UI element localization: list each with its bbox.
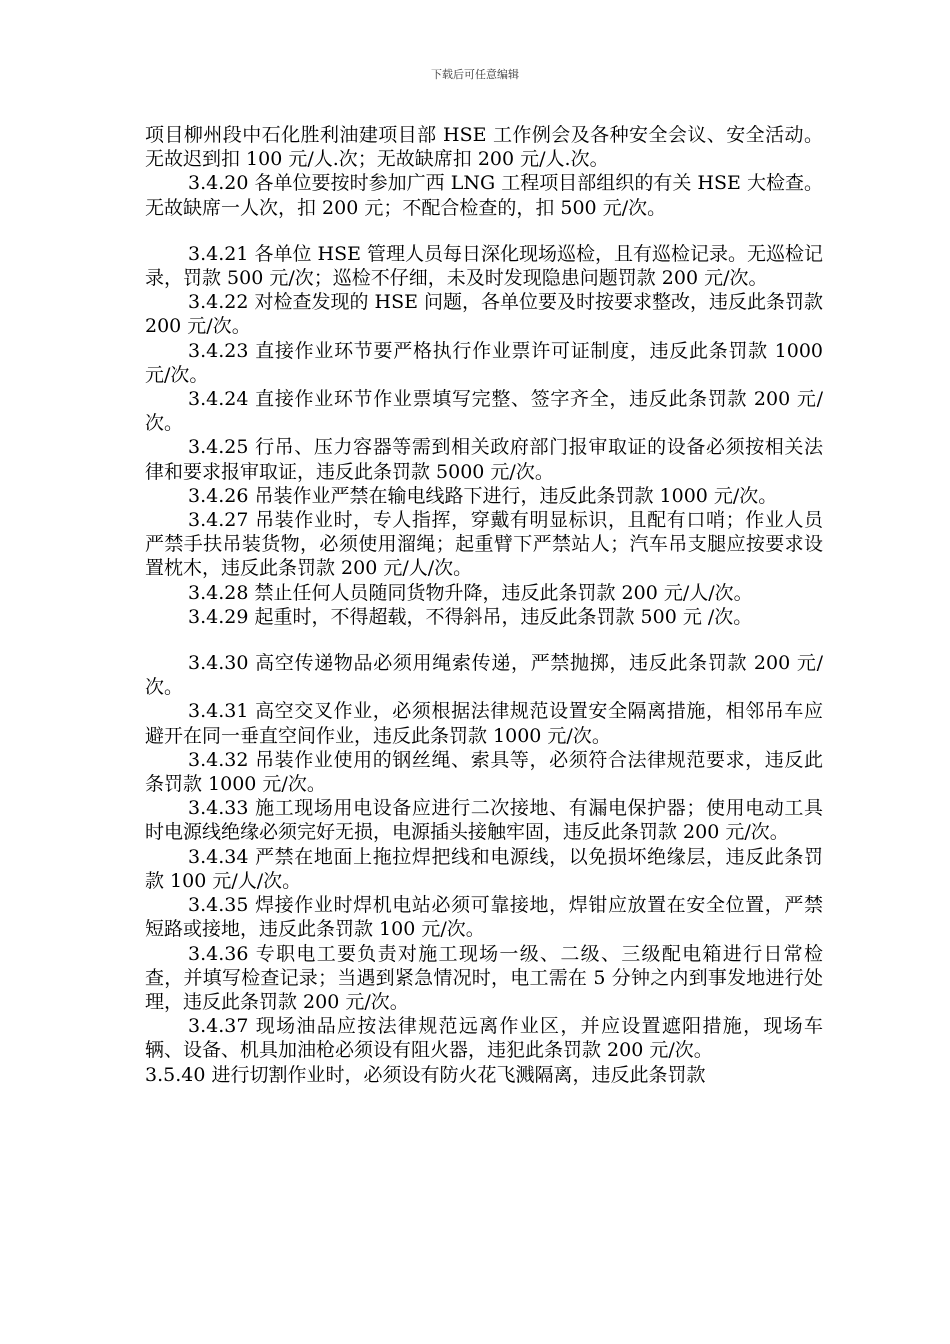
paragraph-3-4-29: 3.4.29 起重时，不得超载，不得斜吊，违反此条罚款 500 元 /次。 [188, 605, 753, 628]
blank-line [145, 220, 823, 242]
document-body [145, 123, 823, 1087]
paragraph-3-4-30: 3.4.30 高空传递物品必须用绳索传递，严禁抛掷，违反此条罚款 200 元/次。 [145, 652, 823, 699]
paragraph-3-4-27: 3.4.27 吊装作业时，专人指挥，穿戴有明显标识，且配有口哨；作业人员严禁手扶吊装货物，必须使用溜绳；起重臂下严禁站人；汽车吊支腿应按要求设置枕木，违反此条罚款 200 元/人/次。 [145, 509, 823, 580]
paragraph-3-4-32: 3.4.32 吊装作业使用的钢丝绳、索具等，必须符合法律规范要求，违反此条罚款 1000 元/次。 [145, 748, 823, 796]
paragraph-3-4-34: 3.4.34 严禁在地面上拖拉焊把线和电源线，以免损坏绝缘层，违反此条罚款 100 元/人/次。 [145, 845, 823, 892]
paragraph-3-5-40: 3.5.40 进行切割作业时，必须设有防火花飞溅隔离，违反此条罚款 [145, 1063, 706, 1086]
paragraph-3-4-20: 3.4.20 各单位要按时参加广西 LNG 工程项目部组织的有关 HSE 大检查。无故缺席一人次，扣 200 元；不配合检查的，扣 500 元/次。 [145, 172, 823, 219]
blank-line [145, 629, 823, 651]
paragraph-3-4-31: 3.4.31 高空交叉作业，必须根据法律规范设置安全隔离措施，相邻吊车应避开在同一垂直空间作业，违反此条罚款 1000 元/次。 [145, 700, 823, 747]
paragraph-3-4-24: 3.4.24 直接作业环节作业票填写完整、签字齐全，违反此条罚款 200 元/次。 [145, 388, 823, 435]
page-header: 下载后可任意编辑 [431, 68, 519, 81]
paragraph-3-4-22: 3.4.22 对检查发现的 HSE 问题，各单位要及时按要求整改，违反此条罚款 200 元/次。 [145, 291, 824, 338]
paragraph-3-4-28: 3.4.28 禁止任何人员随同货物升降，违反此条罚款 200 元/人/次。 [188, 581, 753, 604]
paragraph-3-4-37: 3.4.37 现场油品应按法律规范远离作业区，并应设置遮阳措施，现场车辆、设备、机具加油枪必须设有阻火器，违犯此条罚款 200 元/次。 [145, 1015, 823, 1062]
paragraph-3-4-23: 3.4.23 直接作业环节要严格执行作业票许可证制度，违反此条罚款 1000 元/次。 [145, 339, 823, 386]
paragraph-3-4-21: 3.4.21 各单位 HSE 管理人员每日深化现场巡检，且有巡检记录。无巡检记录，罚款 500 元/次；巡检不仔细，未及时发现隐患问题罚款 200 元/次。 [145, 242, 824, 290]
paragraph-3-4-33: 3.4.33 施工现场用电设备应进行二次接地、有漏电保护器；使用电动工具时电源线绝缘必须完好无损，电源插头接触牢固，违反此条罚款 200 元/次。 [145, 797, 823, 844]
paragraph-3-4-25: 3.4.25 行吊、压力容器等需到相关政府部门报审取证的设备必须按相关法律和要求报审取证，违反此条罚款 5000 元/次。 [145, 436, 823, 483]
paragraph-continuation: 项目柳州段中石化胜利油建项目部 HSE 工作例会及各种安全会议、安全活动。无故迟到扣 100 元/人.次；无故缺席扣 200 元/人.次。 [145, 124, 823, 171]
paragraph-3-4-36: 3.4.36 专职电工要负责对施工现场一级、二级、三级配电箱进行日常检查，并填写检查记录；当遇到紧急情况时，电工需在 5 分钟之内到事发地进行处理，违反此条罚款 200 元/次。 [145, 942, 823, 1013]
paragraph-3-4-35: 3.4.35 焊接作业时焊机电站必须可靠接地，焊钳应放置在安全位置，严禁短路或接地，违反此条罚款 100 元/次。 [145, 894, 823, 941]
paragraph-3-4-26: 3.4.26 吊装作业严禁在输电线路下进行，违反此条罚款 1000 元/次。 [188, 484, 778, 507]
